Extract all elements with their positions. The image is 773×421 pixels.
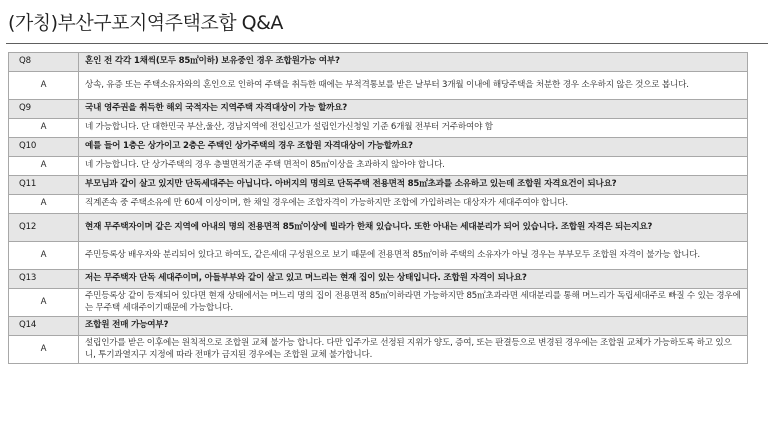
question-row-q9 [9,100,748,119]
question-number: Q12 [9,214,79,242]
question-text: 예를 들어 1층은 상가이고 2층은 주택인 상가주택의 경우 조합원 자격대상이 가능할까요? [79,138,748,157]
question-number: Q14 [9,317,79,336]
question-text: 혼인 전 각각 1채씩(모두 85㎡이하) 보유중인 경우 조합원가능 여부? [79,53,748,72]
qa-table [8,52,748,364]
answer-marker: A [9,119,79,138]
page-title: (가칭)부산구포지역주택조합 Q&A [8,12,283,34]
question-number: Q9 [9,100,79,119]
answer-row-q13 [9,289,748,317]
question-number: Q10 [9,138,79,157]
question-number: Q11 [9,176,79,195]
answer-text: 상속, 유증 또는 주택소유자와의 혼인으로 인하여 주택을 취득한 때에는 부적격통보를 받은 날부터 3개월 이내에 해당주택을 처분한 경우 소우하지 않은 것으로 봅니다. [79,72,748,100]
question-row-q11 [9,176,748,195]
question-row-q14 [9,317,748,336]
answer-text: 네 가능합니다. 단 상가주택의 경우 층별면적기준 주택 면적이 85㎡이상을 초과하지 않아야 합니다. [79,157,748,176]
question-number: Q13 [9,270,79,289]
answer-row-q10 [9,157,748,176]
answer-row-q9 [9,119,748,138]
answer-marker: A [9,289,79,317]
answer-marker: A [9,242,79,270]
question-number: Q8 [9,53,79,72]
answer-marker: A [9,72,79,100]
answer-marker: A [9,336,79,364]
question-text: 국내 영주권을 취득한 해외 국적자는 지역주택 자격대상이 가능 할까요? [79,100,748,119]
question-row-q8 [9,53,748,72]
title-underline [6,43,768,44]
question-row-q10 [9,138,748,157]
answer-marker: A [9,157,79,176]
answer-row-q14 [9,336,748,364]
answer-text: 설립인가를 받은 이후에는 원칙적으로 조합원 교체 불가능 합니다. 다만 입주가로 선정된 지위가 양도, 증여, 또는 판결등으로 변경된 경우에는 조합원 교체가 가능하도록 하고 있으니, 투기과열지구 지정에 따라 전매가 금지된 경우에는 조합원 교체 불가합니다. [79,336,748,364]
question-text: 부모님과 같이 살고 있지만 단독세대주는 아닙니다. 아버지의 명의로 단독주택 전용면적 85㎡초과를 소유하고 있는데 조합원 자격요건이 되나요? [79,176,748,195]
question-row-q12 [9,214,748,242]
answer-row-q11 [9,195,748,214]
question-text: 저는 무주택자 단독 세대주이며, 아들부부와 같이 살고 있고 며느리는 현재 집이 있는 상태입니다. 조합원 자격이 되나요? [79,270,748,289]
question-text: 조합원 전매 가능여부? [79,317,748,336]
answer-row-q12 [9,242,748,270]
question-row-q13 [9,270,748,289]
answer-text: 직계존속 중 주택소유에 만 60세 이상이며, 한 채일 경우에는 조합자격이 가능하지만 조합에 가입하려는 대상자가 세대주여야 합니다. [79,195,748,214]
answer-marker: A [9,195,79,214]
answer-text: 주민등록상 같이 등재되어 있다면 현재 상태에서는 며느리 명의 집이 전용면적 85㎡이하라면 가능하지만 85㎡초과라면 세대분리를 통해 며느리가 독립세대주로 빠질 수 있는 경우에는 무주택 세대주이기때문에 가능합니다. [79,289,748,317]
answer-text: 네 가능합니다. 단 대한민국 부산,울산, 경남지역에 전입신고가 설립인가신청일 기준 6개월 전부터 거주하여야 함 [79,119,748,138]
question-text: 현재 무주택자이며 같은 지역에 아내의 명의 전용면적 85㎡이상에 빌라가 한채 있습니다. 또한 아내는 세대분리가 되어 있습니다. 조합원 자격은 되는지요? [79,214,748,242]
answer-row-q8 [9,72,748,100]
answer-text: 주민등록상 배우자와 분리되어 있다고 하여도, 같은세대 구성원으로 보기 때문에 전용면적 85㎡이하 주택의 소유자가 아닐 경우는 부부모두 조합원 자격이 불가능 합니다. [79,242,748,270]
